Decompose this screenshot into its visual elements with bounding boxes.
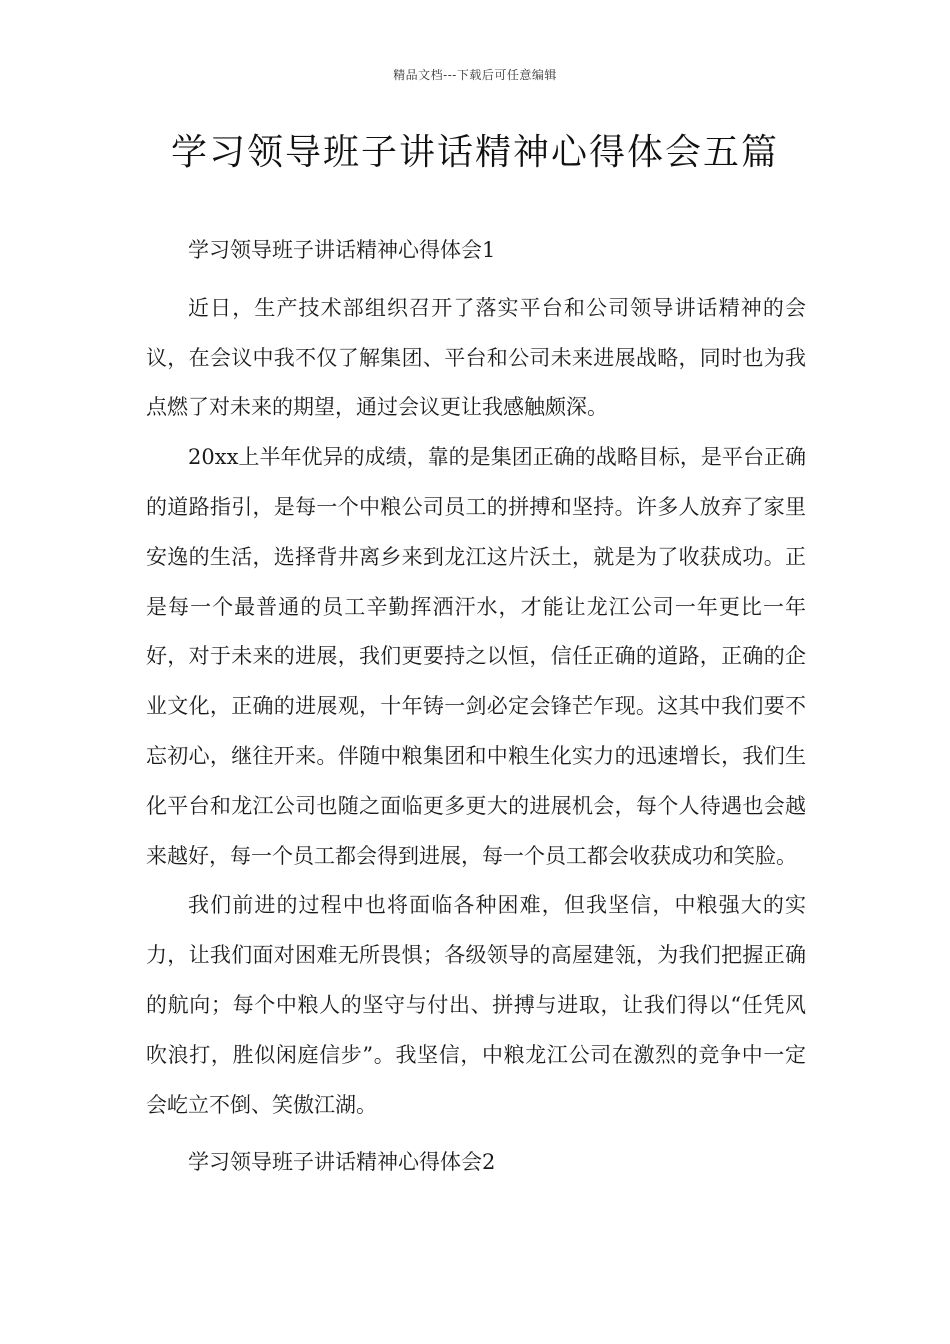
paragraph: 我们前进的过程中也将面临各种困难，但我坚信，中粮强大的实力，让我们面对困难无所畏惧；各级领导的高屋建瓴，为我们把握正确的航向；每个中粮人的坚守与付出、拼搏与进取，让我们得以“任凭风吹浪打，胜似闲庭信步”。我坚信，中粮龙江公司在激烈的竞争中一定会屹立不倒、笑傲江湖。 bbox=[146, 893, 806, 1117]
section-heading: 学习领导班子讲话精神心得体会1 bbox=[188, 238, 496, 262]
document-title: 学习领导班子讲话精神心得体会五篇 bbox=[170, 132, 779, 173]
paragraph: 近日，生产技术部组织召开了落实平台和公司领导讲话精神的会议，在会议中我不仅了解集团、平台和公司未来进展战略，同时也为我点燃了对未来的期望，通过会议更让我感触颇深。 bbox=[146, 295, 806, 420]
page-header: 精品文档---下载后可任意编辑 bbox=[393, 68, 557, 82]
document-body bbox=[146, 226, 806, 1196]
section-heading: 学习领导班子讲话精神心得体会2 bbox=[188, 1150, 496, 1175]
paragraph: 20xx上半年优异的成绩，靠的是集团正确的战略目标，是平台正确的道路指引，是每一个中粮公司员工的拼搏和坚持。许多人放弃了家里安逸的生活，选择背井离乡来到龙江这片沃土，就是为了收获成功。正是每一个最普通的员工辛勤挥洒汗水，才能让龙江公司一年更比一年好，对于未来的进展，我们更要持之以恒，信任正确的道路，正确的企业文化，正确的进展观，十年铸一剑必定会锋芒乍现。这其中我们要不忘初心，继往开来。伴随中粮集团和中粮生化实力的迅速增长，我们生化平台和龙江公司也随之面临更多更大的进展机会，每个人待遇也会越来越好，每一个员工都会得到进展，每一个员工都会收获成功和笑脸。 bbox=[146, 445, 806, 868]
